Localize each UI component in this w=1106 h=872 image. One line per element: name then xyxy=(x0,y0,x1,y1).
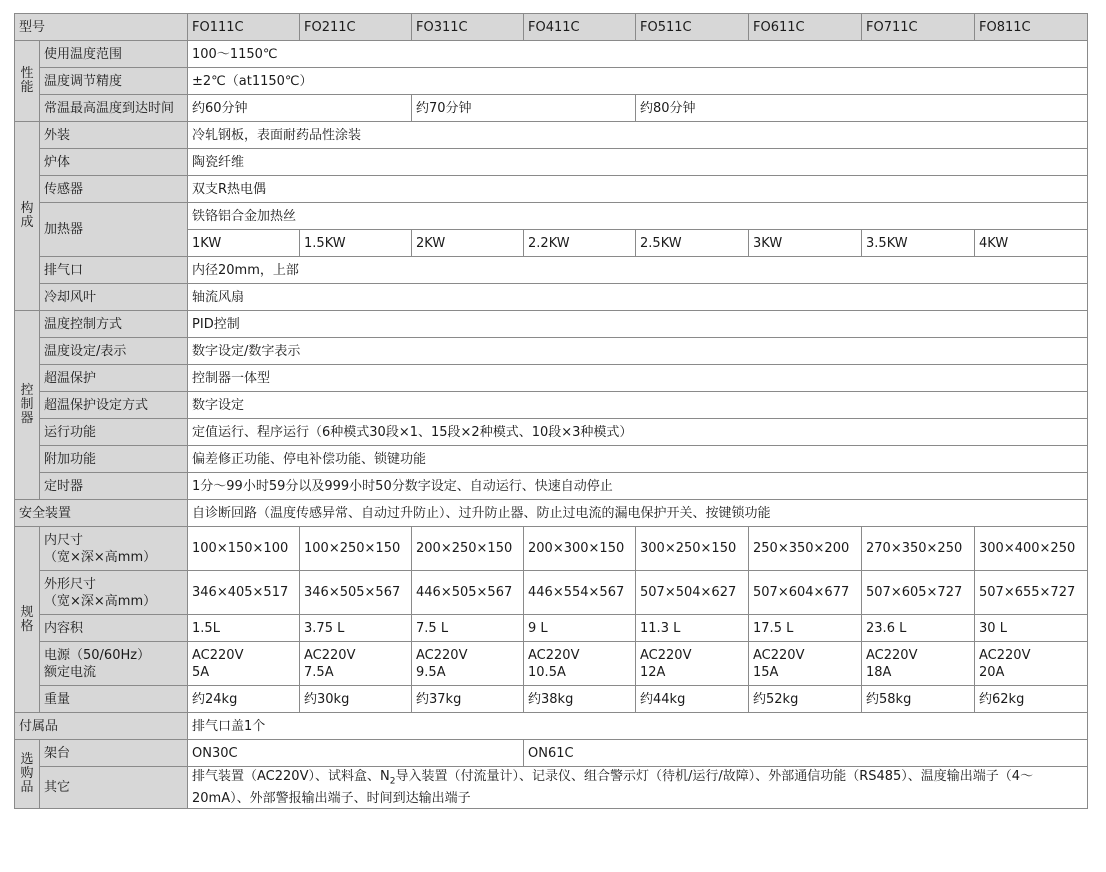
inner-size-value: 200×300×150 xyxy=(524,527,636,571)
row-label-power: 电源（50/60Hz） 额定电流 xyxy=(40,642,188,686)
sensor-value: 双支R热电偶 xyxy=(188,176,1088,203)
table-row xyxy=(15,615,1088,642)
volume-value: 30 L xyxy=(975,615,1088,642)
outer-size-value: 346×405×517 xyxy=(188,571,300,615)
row-label-control-method: 温度控制方式 xyxy=(40,311,188,338)
table-row xyxy=(15,571,1088,615)
row-label-weight: 重量 xyxy=(40,686,188,713)
heater-material-value: 铁铬铝合金加热丝 xyxy=(188,203,1088,230)
outer-size-value: 446×505×567 xyxy=(412,571,524,615)
table-row xyxy=(15,473,1088,500)
stand-value: ON30C xyxy=(188,740,524,767)
group-controller: 控制器 xyxy=(15,311,40,500)
model-name: FO111C xyxy=(188,14,300,41)
model-name: FO211C xyxy=(300,14,412,41)
safety-value: 自诊断回路（温度传感异常、自动过升防止）、过升防止器、防止过电流的漏电保护开关、按键锁功能 xyxy=(188,500,1088,527)
table-row xyxy=(15,257,1088,284)
row-label-exhaust: 排气口 xyxy=(40,257,188,284)
power-value: AC220V 9.5A xyxy=(412,642,524,686)
power-value: AC220V 7.5A xyxy=(300,642,412,686)
weight-value: 约38kg xyxy=(524,686,636,713)
weight-value: 约37kg xyxy=(412,686,524,713)
extra-function-value: 偏差修正功能、停电补偿功能、锁键功能 xyxy=(188,446,1088,473)
inner-size-value: 300×400×250 xyxy=(975,527,1088,571)
table-row xyxy=(15,365,1088,392)
table-row xyxy=(15,686,1088,713)
row-label-exterior: 外装 xyxy=(40,122,188,149)
row-label-run-function: 运行功能 xyxy=(40,419,188,446)
row-label-timer: 定时器 xyxy=(40,473,188,500)
table-row xyxy=(15,149,1088,176)
table-row xyxy=(15,95,1088,122)
accessory-value: 排气口盖1个 xyxy=(188,713,1088,740)
table-row xyxy=(15,713,1088,740)
volume-value: 17.5 L xyxy=(749,615,862,642)
group-optional: 选购品 xyxy=(15,740,40,809)
table-row xyxy=(15,338,1088,365)
row-label-other: 其它 xyxy=(40,767,188,809)
timer-value: 1分～99小时59分以及999小时50分数字设定、自动运行、快速自动停止 xyxy=(188,473,1088,500)
row-label-heater: 加热器 xyxy=(40,203,188,257)
model-name: FO411C xyxy=(524,14,636,41)
group-specs: 规格 xyxy=(15,527,40,713)
volume-value: 11.3 L xyxy=(636,615,749,642)
furnace-value: 陶瓷纤维 xyxy=(188,149,1088,176)
group-construction: 构成 xyxy=(15,122,40,311)
table-row xyxy=(15,203,1088,230)
power-value: AC220V 15A xyxy=(749,642,862,686)
outer-size-value: 446×554×567 xyxy=(524,571,636,615)
heat-time-value: 约70分钟 xyxy=(412,95,636,122)
volume-value: 9 L xyxy=(524,615,636,642)
heater-power-value: 1KW xyxy=(188,230,300,257)
stand-value: ON61C xyxy=(524,740,1088,767)
row-label-temp-setting: 温度设定/表示 xyxy=(40,338,188,365)
model-name: FO611C xyxy=(749,14,862,41)
inner-size-value: 100×150×100 xyxy=(188,527,300,571)
heater-power-value: 2.5KW xyxy=(636,230,749,257)
row-label-overtemp-setting: 超温保护设定方式 xyxy=(40,392,188,419)
heat-time-value: 约60分钟 xyxy=(188,95,412,122)
heater-power-value: 2.2KW xyxy=(524,230,636,257)
table-row xyxy=(15,392,1088,419)
inner-size-value: 300×250×150 xyxy=(636,527,749,571)
table-row xyxy=(15,767,1088,809)
temp-range-value: 100～1150℃ xyxy=(188,41,1088,68)
heater-power-value: 4KW xyxy=(975,230,1088,257)
exhaust-value: 内径20mm，上部 xyxy=(188,257,1088,284)
inner-size-value: 270×350×250 xyxy=(862,527,975,571)
volume-value: 1.5L xyxy=(188,615,300,642)
inner-size-value: 100×250×150 xyxy=(300,527,412,571)
inner-size-value: 250×350×200 xyxy=(749,527,862,571)
table-row xyxy=(15,284,1088,311)
outer-size-value: 507×605×727 xyxy=(862,571,975,615)
table-row xyxy=(15,122,1088,149)
row-label-stand: 架台 xyxy=(40,740,188,767)
header-row xyxy=(15,14,1088,41)
heater-power-value: 1.5KW xyxy=(300,230,412,257)
model-header-label: 型号 xyxy=(15,14,188,41)
overtemp-setting-value: 数字设定 xyxy=(188,392,1088,419)
outer-size-value: 507×604×677 xyxy=(749,571,862,615)
power-value: AC220V 20A xyxy=(975,642,1088,686)
outer-size-value: 507×504×627 xyxy=(636,571,749,615)
row-label-overtemp: 超温保护 xyxy=(40,365,188,392)
power-value: AC220V 10.5A xyxy=(524,642,636,686)
other-options-value: 排气装置（AC220V）、试料盒、$N_2$导入装置（付流量计）、记录仪、组合警示灯（待机/运行/故障）、外部通信功能（RS485）、温度输出端子（4～20mA）、外部警报输出端子、时间到达输出端子 xyxy=(188,767,1088,809)
volume-value: 7.5 L xyxy=(412,615,524,642)
heater-power-value: 3.5KW xyxy=(862,230,975,257)
model-name: FO711C xyxy=(862,14,975,41)
table-row xyxy=(15,311,1088,338)
row-label-accessory: 付属品 xyxy=(15,713,188,740)
control-method-value: PID控制 xyxy=(188,311,1088,338)
table-row xyxy=(15,740,1088,767)
row-label-safety: 安全装置 xyxy=(15,500,188,527)
outer-size-value: 507×655×727 xyxy=(975,571,1088,615)
row-label-outer-size: 外形尺寸 （宽×深×高mm） xyxy=(40,571,188,615)
weight-value: 约44kg xyxy=(636,686,749,713)
exterior-value: 冷轧钢板，表面耐药品性涂装 xyxy=(188,122,1088,149)
table-row xyxy=(15,419,1088,446)
heater-power-value: 2KW xyxy=(412,230,524,257)
row-label-extra-function: 附加功能 xyxy=(40,446,188,473)
table-row xyxy=(15,642,1088,686)
table-row xyxy=(15,527,1088,571)
row-label-volume: 内容积 xyxy=(40,615,188,642)
row-label-sensor: 传感器 xyxy=(40,176,188,203)
table-row xyxy=(15,176,1088,203)
weight-value: 约30kg xyxy=(300,686,412,713)
weight-value: 约52kg xyxy=(749,686,862,713)
weight-value: 约24kg xyxy=(188,686,300,713)
weight-value: 约62kg xyxy=(975,686,1088,713)
group-performance: 性能 xyxy=(15,41,40,122)
heat-time-value: 约80分钟 xyxy=(636,95,1088,122)
temp-setting-value: 数字设定/数字表示 xyxy=(188,338,1088,365)
model-name: FO811C xyxy=(975,14,1088,41)
spec-table xyxy=(14,13,1088,809)
row-label-temp-accuracy: 温度调节精度 xyxy=(40,68,188,95)
power-value: AC220V 5A xyxy=(188,642,300,686)
temp-accuracy-value: ±2℃（at1150℃） xyxy=(188,68,1088,95)
weight-value: 约58kg xyxy=(862,686,975,713)
row-label-heat-time: 常温最高温度到达时间 xyxy=(40,95,188,122)
row-label-furnace: 炉体 xyxy=(40,149,188,176)
table-row xyxy=(15,500,1088,527)
volume-value: 3.75 L xyxy=(300,615,412,642)
model-name: FO511C xyxy=(636,14,749,41)
heater-power-value: 3KW xyxy=(749,230,862,257)
fan-value: 轴流风扇 xyxy=(188,284,1088,311)
row-label-temp-range: 使用温度范围 xyxy=(40,41,188,68)
overtemp-value: 控制器一体型 xyxy=(188,365,1088,392)
power-value: AC220V 12A xyxy=(636,642,749,686)
table-row xyxy=(15,41,1088,68)
inner-size-value: 200×250×150 xyxy=(412,527,524,571)
row-label-fan: 冷却风叶 xyxy=(40,284,188,311)
run-function-value: 定值运行、程序运行（6种模式30段×1、15段×2种模式、10段×3种模式） xyxy=(188,419,1088,446)
row-label-inner-size: 内尺寸 （宽×深×高mm） xyxy=(40,527,188,571)
power-value: AC220V 18A xyxy=(862,642,975,686)
volume-value: 23.6 L xyxy=(862,615,975,642)
table-row xyxy=(15,446,1088,473)
model-name: FO311C xyxy=(412,14,524,41)
outer-size-value: 346×505×567 xyxy=(300,571,412,615)
table-row xyxy=(15,68,1088,95)
